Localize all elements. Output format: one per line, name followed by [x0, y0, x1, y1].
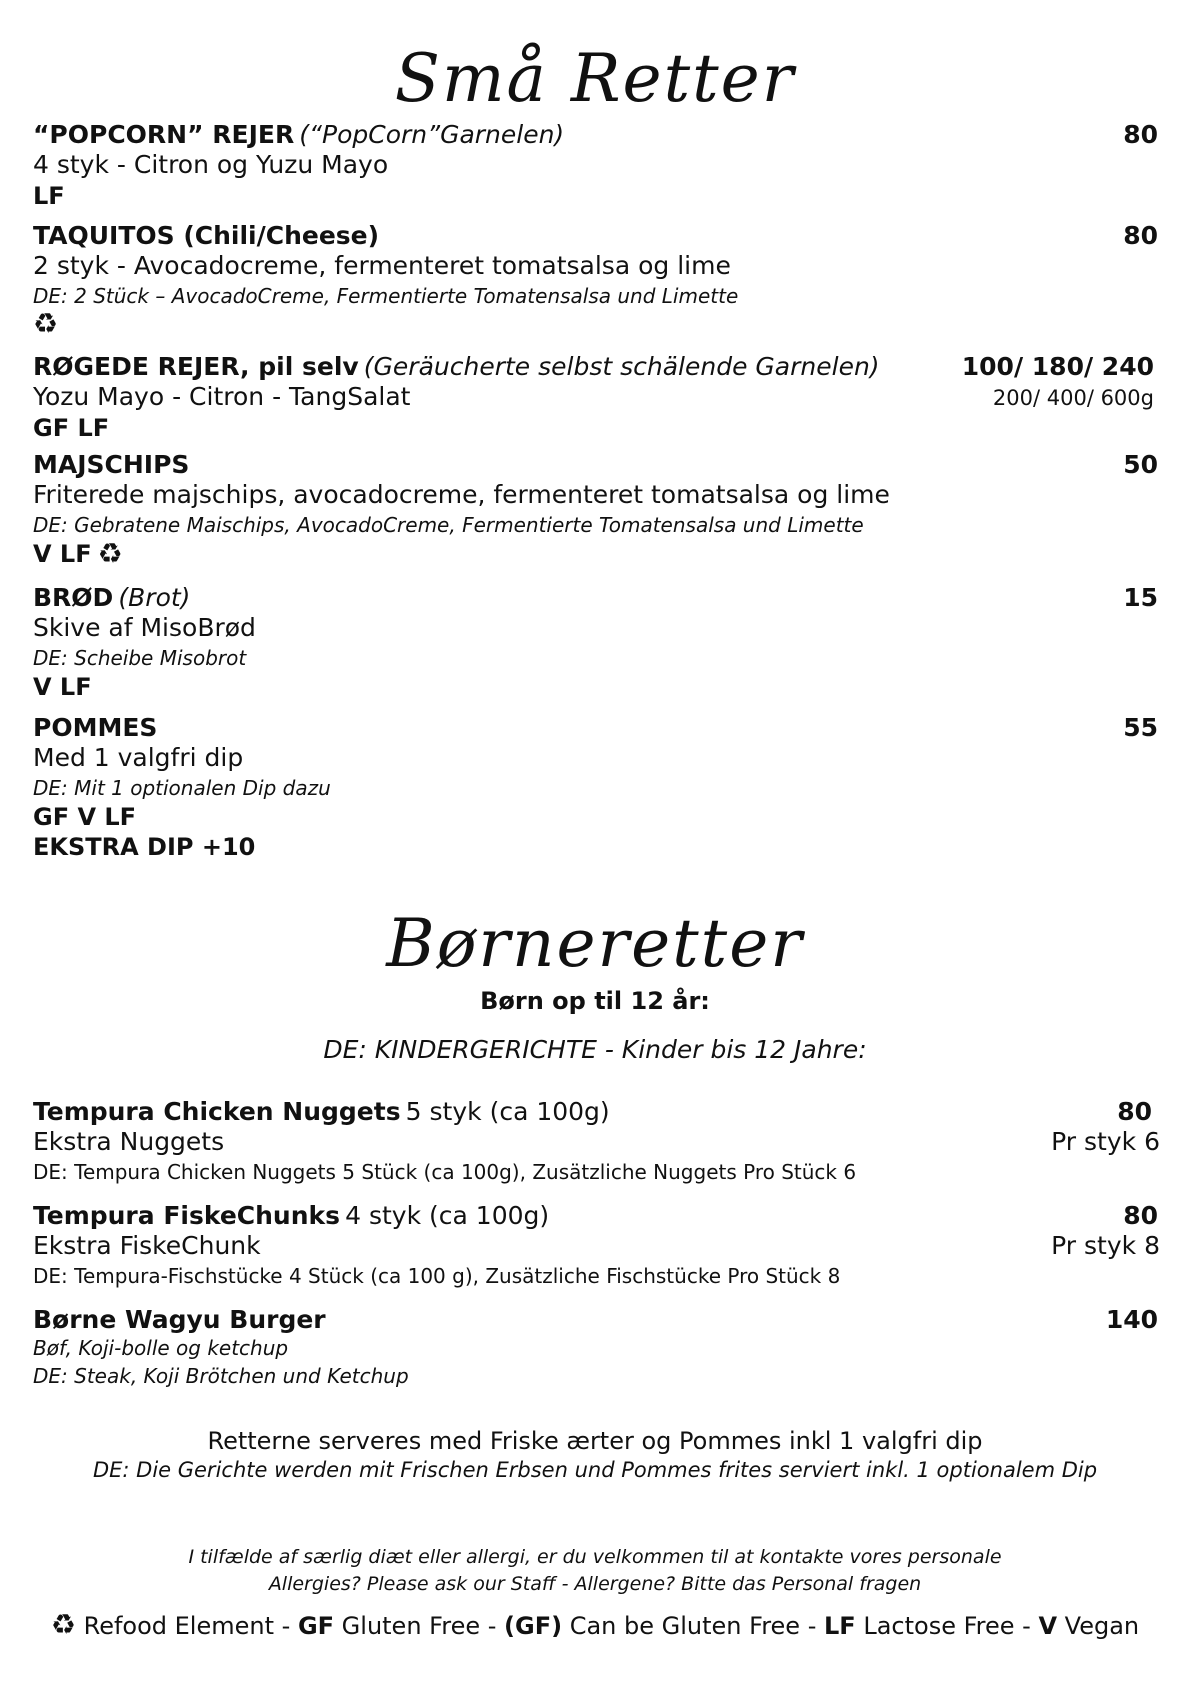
item-description-de: DE: Gebratene Maischips, AvocadoCreme, Fermentierte Tomatensalsa und Limette — [33, 513, 864, 537]
kids-subtitle-de: DE: KINDERGERICHTE - Kinder bis 12 Jahre: — [323, 1035, 867, 1064]
item-name: Tempura FiskeChunks — [33, 1201, 341, 1230]
item-tags: V LF — [33, 673, 92, 701]
item-price: 100/ 180/ 240 — [961, 352, 1154, 381]
kids-item-burger — [33, 1305, 1160, 1390]
item-description: 2 styk - Avocadocreme, fermenteret tomatsalsa og lime — [33, 251, 731, 280]
legend-can-gf-code: (GF) — [504, 1612, 563, 1640]
item-name: MAJSCHIPS — [33, 450, 190, 479]
legend-can-gf-text: Can be Gluten Free - — [569, 1612, 817, 1640]
kids-title: Børneretter — [386, 905, 804, 982]
item-name: RØGEDE REJER, pil selv — [33, 352, 359, 381]
item-price: 50 — [1123, 450, 1158, 479]
item-description: Yozu Mayo - Citron - TangSalat — [33, 382, 411, 411]
item-price: 80 — [1123, 120, 1158, 149]
item-subtitle: (Brot) — [118, 583, 191, 612]
item-description-de: DE: Tempura-Fischstücke 4 Stück (ca 100 g), Zusätzliche Fischstücke Pro Stück 8 — [33, 1264, 841, 1288]
item-name: TAQUITOS (Chili/Cheese) — [33, 221, 380, 250]
item-extra: Ekstra Nuggets — [33, 1127, 225, 1156]
item-weights: 200/ 400/ 600g — [992, 386, 1154, 410]
recycle-icon: ♻ — [97, 537, 123, 570]
item-quantity: 4 styk (ca 100g) — [345, 1201, 550, 1230]
item-price: 80 — [1117, 1097, 1152, 1126]
allergy-note: I tilfælde af særlig diæt eller allergi, er du velkommen til at kontakte vores personale — [188, 1546, 1002, 1568]
item-name: POMMES — [33, 713, 158, 742]
item-extra-price: Pr styk 6 — [1051, 1127, 1160, 1156]
item-tags: GF LF — [33, 414, 110, 442]
legend-refood: Refood Element - — [83, 1612, 291, 1640]
item-description: Friterede majschips, avocadocreme, fermenteret tomatsalsa og lime — [33, 480, 890, 509]
recycle-icon: ♻ — [33, 307, 59, 340]
item-description: 4 styk - Citron og Yuzu Mayo — [33, 150, 389, 179]
menu-item-smoked-shrimp — [33, 352, 1160, 443]
item-subtitle: (Geräucherte selbst schälende Garnelen) — [363, 352, 880, 381]
item-description-de: DE: 2 Stück – AvocadoCreme, Fermentierte Tomatensalsa und Limette — [33, 284, 739, 308]
item-description: Med 1 valgfri dip — [33, 743, 244, 772]
recycle-icon: ♻ — [50, 1608, 76, 1641]
item-price: 140 — [1105, 1305, 1158, 1334]
menu-item-corn-chips — [33, 450, 1160, 569]
item-price: 80 — [1123, 1201, 1158, 1230]
item-tags: V LF — [33, 540, 92, 568]
kids-item-nuggets — [33, 1097, 1160, 1186]
item-price: 55 — [1123, 713, 1158, 742]
legend — [0, 1608, 1190, 1641]
item-extra: EKSTRA DIP +10 — [33, 833, 256, 861]
item-name: Børne Wagyu Burger — [33, 1305, 326, 1334]
item-subtitle: (“PopCorn”Garnelen) — [299, 120, 565, 149]
item-description-de: DE: Scheibe Misobrot — [33, 646, 247, 670]
kids-subtitle: Børn op til 12 år: — [480, 987, 710, 1015]
item-price: 80 — [1123, 221, 1158, 250]
menu-item-taquitos — [33, 221, 1160, 338]
item-name: “POPCORN” REJER — [33, 120, 295, 149]
legend-gf-text: Gluten Free - — [341, 1612, 497, 1640]
legend-lf-text: Lactose Free - — [863, 1612, 1031, 1640]
item-description: Bøf, Koji-bolle og ketchup — [33, 1336, 289, 1360]
item-description: Skive af MisoBrød — [33, 613, 256, 642]
allergy-note-translated: Allergies? Please ask our Staff - Allergene? Bitte das Personal fragen — [268, 1573, 922, 1595]
legend-v-code: V — [1038, 1612, 1058, 1640]
item-price: 15 — [1123, 583, 1158, 612]
item-extra: Ekstra FiskeChunk — [33, 1231, 261, 1260]
item-description-de: DE: Tempura Chicken Nuggets 5 Stück (ca 100g), Zusätzliche Nuggets Pro Stück 6 — [33, 1160, 857, 1184]
menu-item-fries — [33, 713, 1160, 862]
item-description-de: DE: Mit 1 optionalen Dip dazu — [33, 776, 331, 800]
served-note-de: DE: Die Gerichte werden mit Frischen Erbsen und Pommes frites serviert inkl. 1 optionalem Dip — [92, 1458, 1098, 1482]
kids-item-fish-chunks — [33, 1201, 1160, 1290]
legend-lf-code: LF — [824, 1612, 856, 1640]
legend-v-text: Vegan — [1064, 1612, 1140, 1640]
legend-gf-code: GF — [297, 1612, 335, 1640]
item-tags: LF — [33, 182, 65, 210]
menu-item-popcorn-shrimp — [33, 120, 1160, 211]
item-extra-price: Pr styk 8 — [1051, 1231, 1160, 1260]
item-description-de: DE: Steak, Koji Brötchen und Ketchup — [33, 1364, 409, 1388]
item-quantity: 5 styk (ca 100g) — [405, 1097, 610, 1126]
item-name: Tempura Chicken Nuggets — [33, 1097, 401, 1126]
menu-item-bread — [33, 583, 1160, 702]
small-dishes-title: Små Retter — [394, 40, 796, 117]
served-note: Retterne serveres med Friske ærter og Pommes inkl 1 valgfri dip — [207, 1427, 983, 1455]
item-tags: GF V LF — [33, 803, 137, 831]
item-name: BRØD — [33, 583, 114, 612]
